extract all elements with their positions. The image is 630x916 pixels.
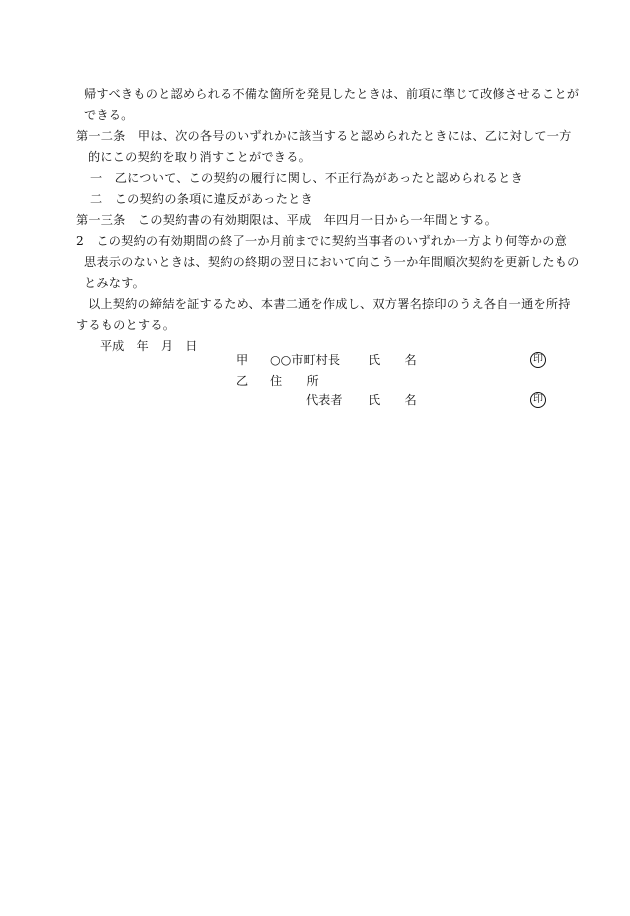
article-12-item-1: 一 乙について、この契約の履行に関し、不正行為があったと認められるとき	[90, 171, 523, 185]
article-13-para-2-line-3: とみなす。	[84, 276, 145, 290]
date-line: 平成 年 月 日	[100, 339, 198, 353]
party-a-name-label: 氏 名	[368, 353, 417, 367]
article-12-line-2: 的にこの契約を取り消すことができる。	[88, 150, 311, 164]
closing-line-2: するものとする。	[76, 318, 176, 332]
representative-name-label: 氏 名	[368, 393, 417, 407]
seal-mark-b: 印	[530, 392, 546, 408]
party-a-title: ○○市町村長	[270, 353, 341, 367]
article-13-para-2-line-1: 2 この契約の有効期間の終了一か月前までに契約当事者のいずれか一方より何等かの意	[76, 234, 568, 248]
party-b-label: 乙	[236, 374, 249, 388]
article-13-heading-line: 第一三条 この契約書の有効期限は、平成 年四月一日から一年間とする。	[76, 213, 498, 227]
party-b-address-label: 住 所	[270, 374, 319, 388]
article-12-heading-line: 第一二条 甲は、次の各号のいずれかに該当すると認められたときには、乙に対して一方	[76, 129, 572, 143]
body-line-1: 帰すべきものと認められる不備な箇所を発見したときは、前項に準じて改修させることが	[84, 87, 580, 101]
article-12-item-2: 二 この契約の条項に違反があったとき	[90, 192, 313, 206]
article-13-para-2-line-2: 思表示のないときは、契約の終期の翌日において向こう一か年間順次契約を更新したもの	[84, 255, 580, 269]
body-line-2: できる。	[84, 108, 134, 122]
closing-line-1: 以上契約の締結を証するため、本書二通を作成し、双方署名捺印のうえ各自一通を所持	[88, 297, 571, 311]
representative-label: 代表者	[306, 393, 343, 407]
seal-mark-a: 印	[530, 352, 546, 368]
party-a-label: 甲	[236, 353, 249, 367]
